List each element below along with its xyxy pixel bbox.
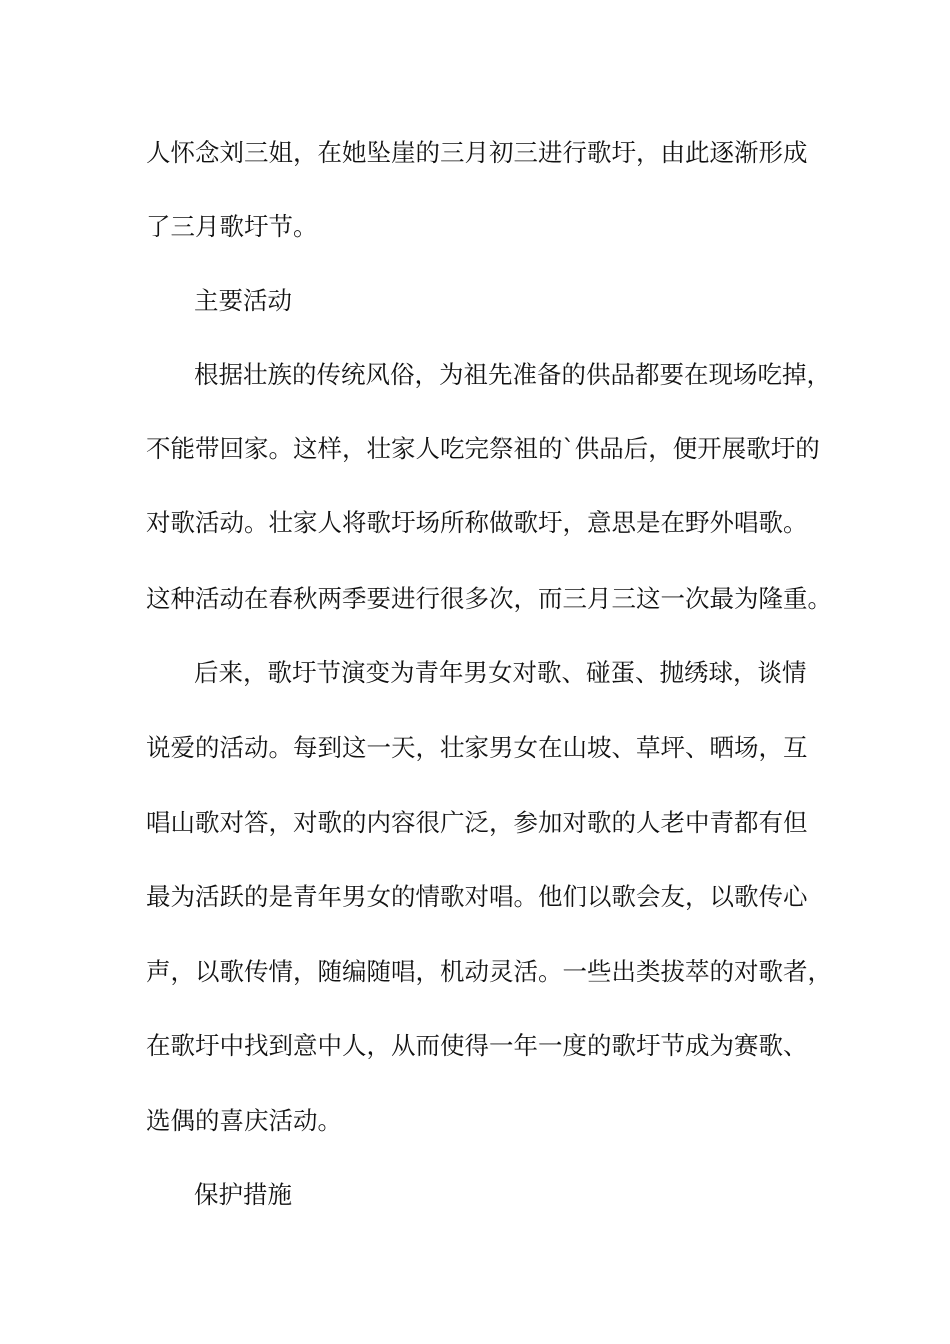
paragraph-line: 根据壮族的传统风俗，为祖先准备的供品都要在现场吃掉， [194, 360, 831, 389]
section-heading: 保护措施 [194, 1180, 292, 1209]
paragraph-line: 后来，歌圩节演变为青年男女对歌、碰蛋、抛绣球，谈情 [194, 658, 807, 687]
paragraph-line: 了三月歌圩节。 [146, 212, 318, 241]
paragraph-line: 说爱的活动。每到这一天，壮家男女在山坡、草坪、晒场，互 [146, 733, 808, 762]
paragraph-line: 选偶的喜庆活动。 [146, 1106, 342, 1135]
paragraph-line: 人怀念刘三姐，在她坠崖的三月初三进行歌圩，由此逐渐形成 [146, 138, 808, 167]
paragraph-line: 唱山歌对答，对歌的内容很广泛，参加对歌的人老中青都有但 [146, 808, 808, 837]
paragraph-line: 最为活跃的是青年男女的情歌对唱。他们以歌会友，以歌传心 [146, 882, 808, 911]
paragraph-line: 对歌活动。壮家人将歌圩场所称做歌圩，意思是在野外唱歌。 [146, 508, 808, 537]
paragraph-line: 这种活动在春秋两季要进行很多次，而三月三这一次最为隆重。 [146, 584, 832, 613]
paragraph-line: 声，以歌传情，随编随唱，机动灵活。一些出类拔萃的对歌者， [146, 957, 832, 986]
paragraph-line: 不能带回家。这样，壮家人吃完祭祖的`供品后，便开展歌圩的 [146, 434, 820, 463]
section-heading: 主要活动 [194, 286, 292, 315]
paragraph-line: 在歌圩中找到意中人，从而使得一年一度的歌圩节成为赛歌、 [146, 1031, 808, 1060]
